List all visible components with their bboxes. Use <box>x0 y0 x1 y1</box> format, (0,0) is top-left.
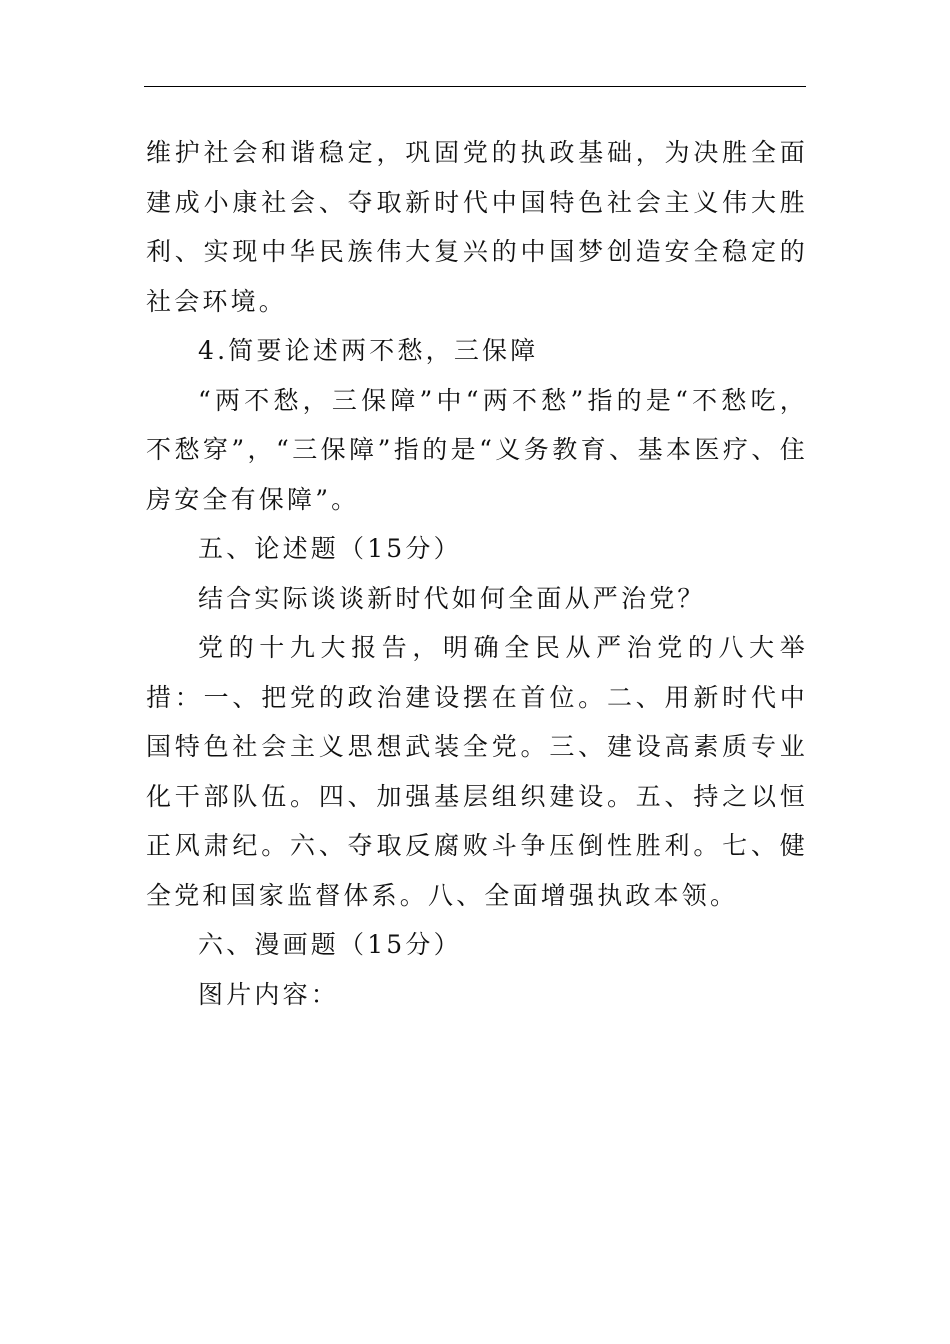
essay-answer: 党的十九大报告，明确全民从严治党的八大举措：一、把党的政治建设摆在首位。二、用新时代中国特色社会主义思想武装全党。三、建设高素质专业化干部队伍。四、加强基层组织建设。五、持之以恒正风肃纪。六、夺取反腐败斗争压倒性胜利。七、健全党和国家监督体系。八、全面增强执政本领。 <box>146 633 808 910</box>
essay-question: 结合实际谈谈新时代如何全面从严治党？ <box>198 583 706 613</box>
answer-paragraph-4: “两不愁，三保障”中“两不愁”指的是“不愁吃，不愁穿”，“三保障”指的是“义务教育、基本医疗、住房安全有保障”。 <box>146 385 808 514</box>
paragraph-continuation: 维护社会和谐稳定，巩固党的执政基础，为决胜全面建成小康社会、夺取新时代中国特色社会主义伟大胜利、实现中华民族伟大复兴的中国梦创造安全稳定的社会环境。 <box>146 138 808 316</box>
comic-image-content-label: 图片内容： <box>198 979 340 1009</box>
section-heading-essay: 五、论述题（15分） <box>198 534 462 563</box>
header-rule <box>144 86 806 87</box>
question-heading-4: 4.简要论述两不愁，三保障 <box>198 336 539 365</box>
section-heading-comic: 六、漫画题（15分） <box>198 930 462 959</box>
document-body <box>146 128 808 1019</box>
